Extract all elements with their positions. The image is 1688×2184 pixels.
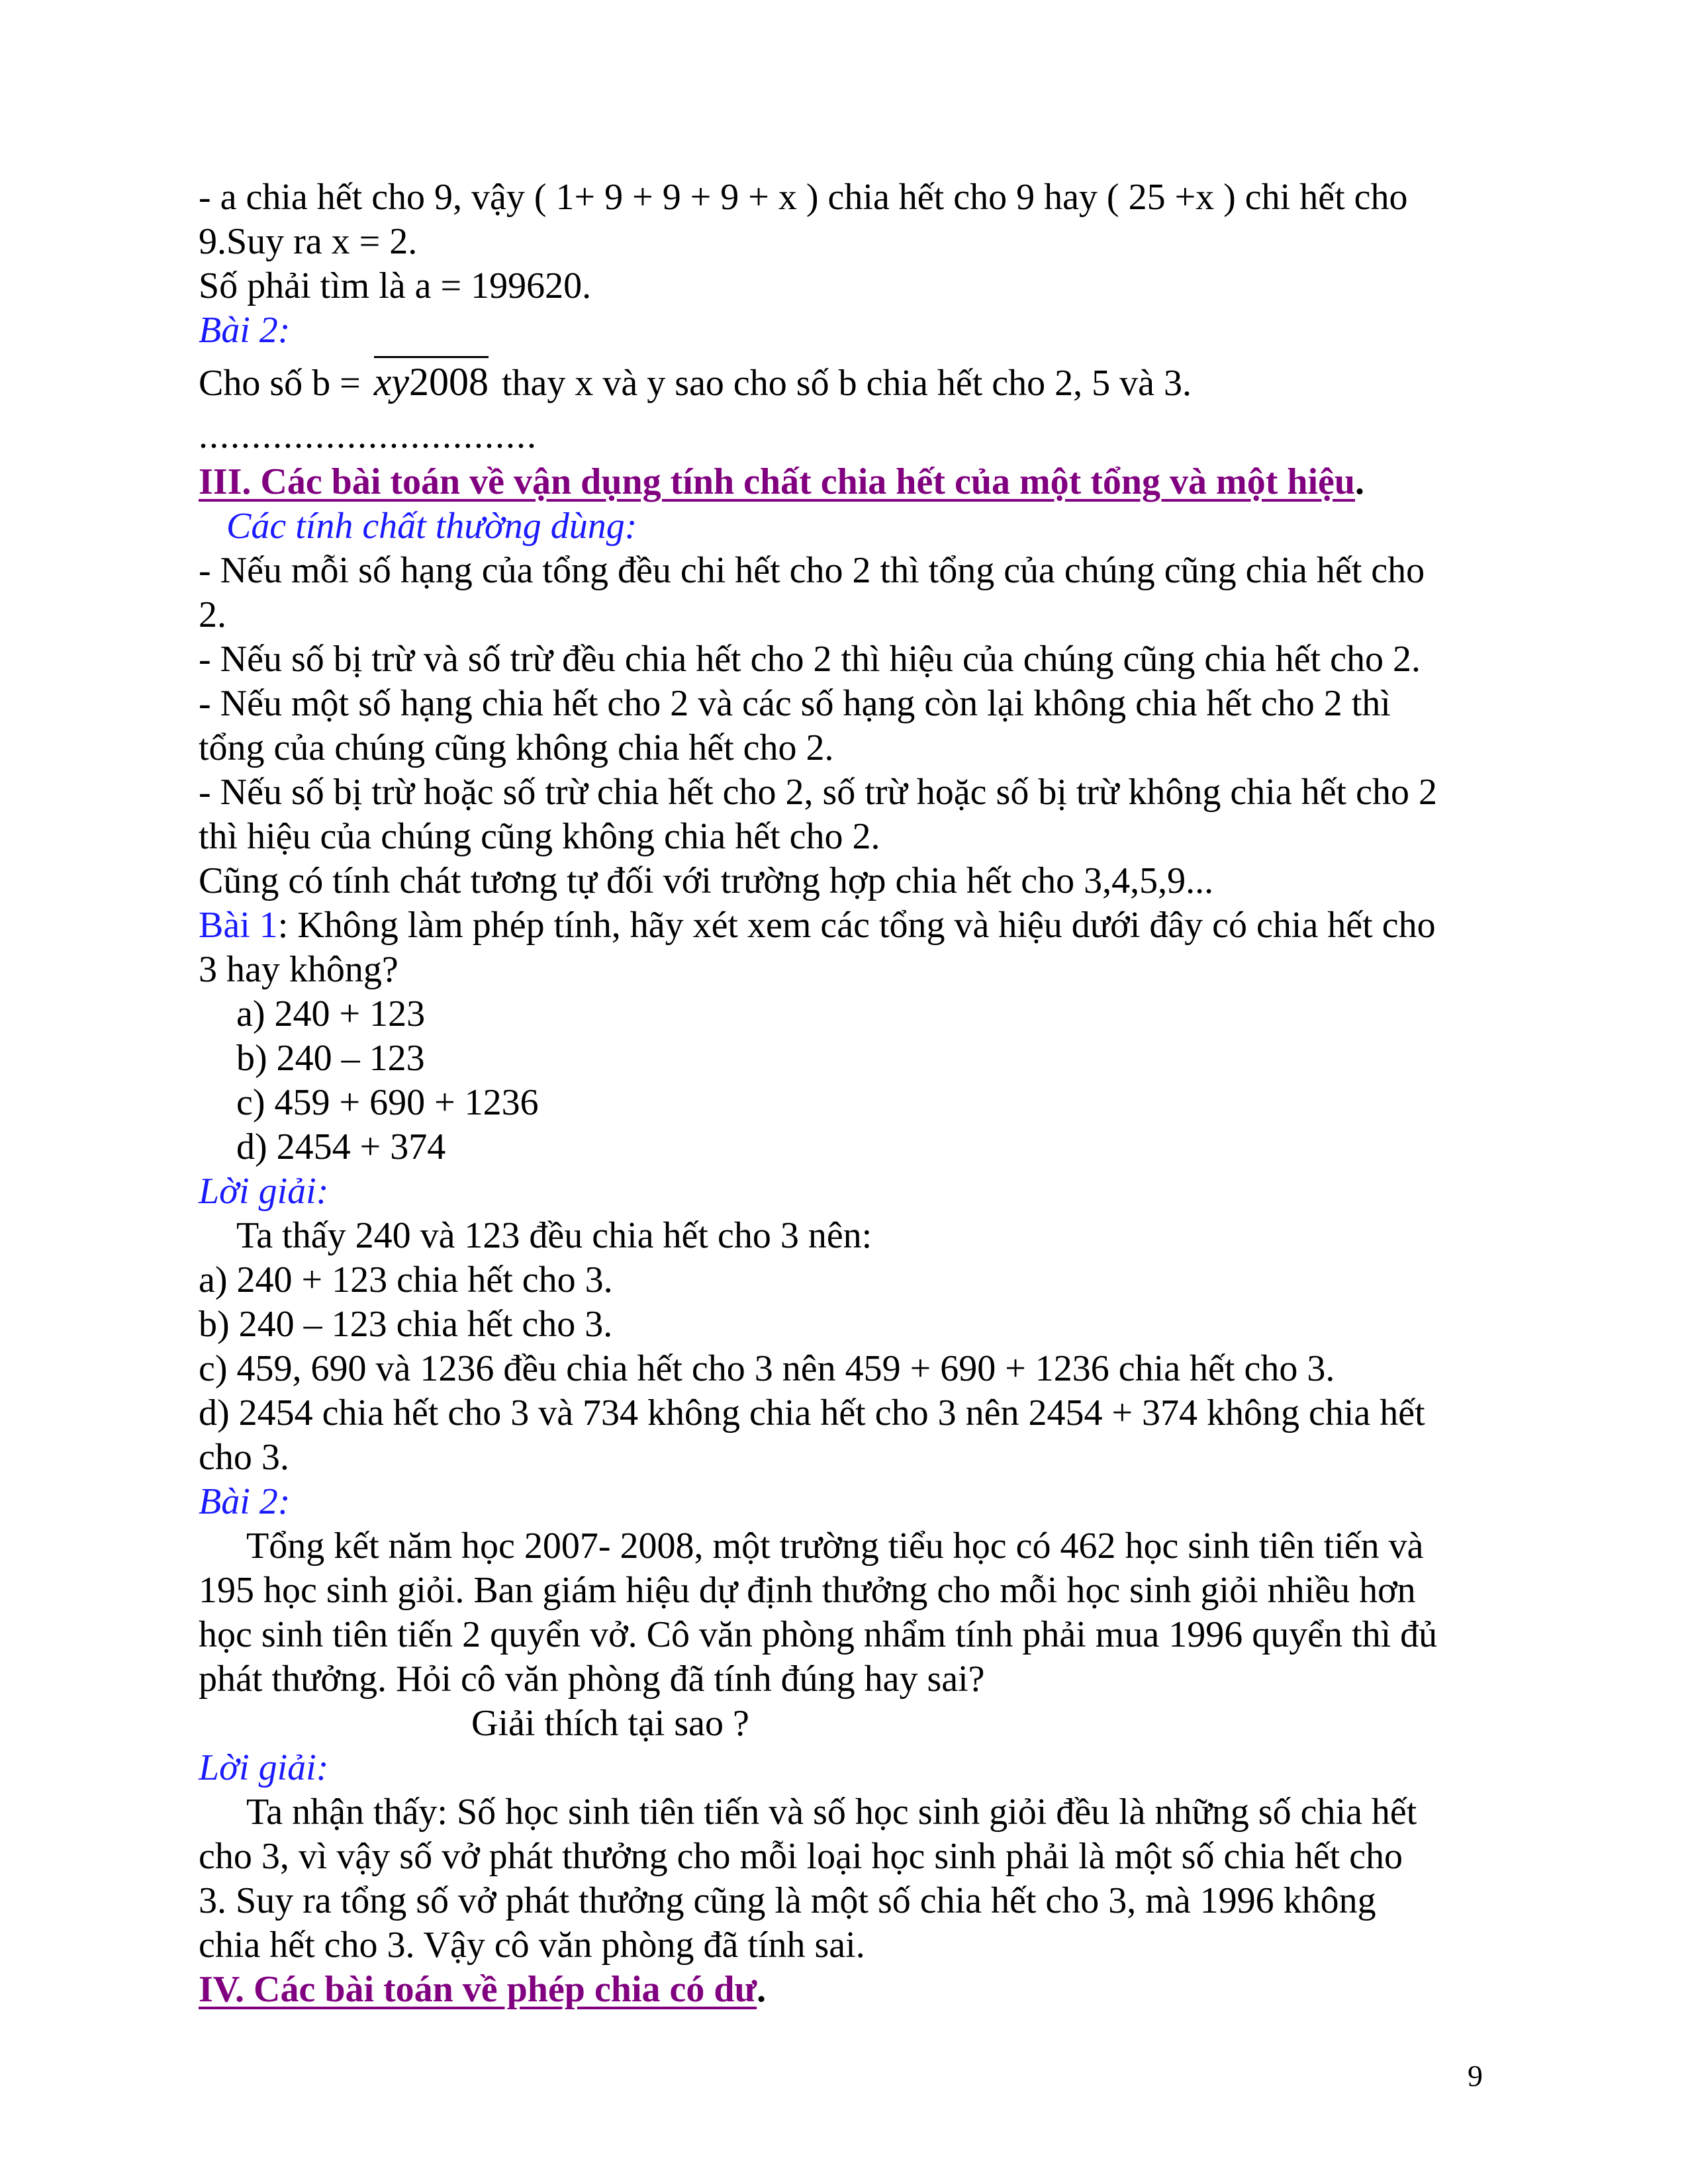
section-heading-4 xyxy=(199,1971,766,2008)
text-line: Tổng kết năm học 2007- 2008, một trường tiểu học có 462 học sinh tiên tiến và xyxy=(246,1525,1424,1567)
heading-text: IV. Các bài toán về phép chia có dư xyxy=(199,1969,757,2010)
text-line: thì hiệu của chúng cũng không chia hết cho 2. xyxy=(199,816,880,857)
text-line: cho 3. xyxy=(199,1437,289,1478)
heading-period: . xyxy=(757,1969,767,2010)
text-line: tổng của chúng cũng không chia hết cho 2. xyxy=(199,727,834,768)
text-line: Ta thấy 240 và 123 đều chia hết cho 3 nên: xyxy=(236,1215,872,1256)
text-line: 195 học sinh giỏi. Ban giám hiệu dự định thưởng cho mỗi học sinh giỏi nhiều hơn xyxy=(199,1570,1416,1611)
section-heading-3 xyxy=(199,463,1364,500)
solution-label: Lời giải: xyxy=(199,1747,329,1788)
solution-label: Lời giải: xyxy=(199,1171,329,1212)
text-line: 9.Suy ra x = 2. xyxy=(199,221,418,262)
text-line: Cũng có tính chát tương tự đối với trường hợp chia hết cho 3,4,5,9... xyxy=(199,860,1214,901)
question-item: c) 459 + 690 + 1236 xyxy=(236,1082,539,1123)
properties-title: Các tính chất thường dùng: xyxy=(226,506,637,547)
text-fragment: Cho số b = xyxy=(199,363,370,404)
text-line: 2. xyxy=(199,594,226,635)
text-line: chia hết cho 3. Vậy cô văn phòng đã tính sai. xyxy=(199,1925,865,1966)
text-line: - Nếu mỗi số hạng của tổng đều chi hết cho 2 thì tổng của chúng cũng chia hết cho xyxy=(199,550,1425,591)
text-fragment: : Không làm phép tính, hãy xét xem các tổng và hiệu dưới đây có chia hết cho xyxy=(277,905,1436,946)
text-line: a) 240 + 123 chia hết cho 3. xyxy=(199,1259,613,1300)
text-line: học sinh tiên tiến 2 quyển vở. Cô văn phòng nhẩm tính phải mua 1996 quyển thì đủ xyxy=(199,1614,1438,1655)
text-line: cho 3, vì vậy số vở phát thưởng cho mỗi loại học sinh phải là một số chia hết cho xyxy=(199,1836,1403,1877)
overlined-digits: 2008 xyxy=(409,360,489,404)
question-item: b) 240 – 123 xyxy=(236,1038,425,1079)
exercise-label: Bài 2: xyxy=(199,310,291,351)
text-line: phát thưởng. Hỏi cô văn phòng đã tính đúng hay sai? xyxy=(199,1659,985,1700)
question-item: a) 240 + 123 xyxy=(236,993,426,1034)
text-line: - a chia hết cho 9, vậy ( 1+ 9 + 9 + 9 + x ) chia hết cho 9 hay ( 25 +x ) chi hết cho xyxy=(199,177,1408,218)
text-line: - Nếu số bị trừ và số trừ đều chia hết cho 2 thì hiệu của chúng cũng chia hết cho 2. xyxy=(199,639,1421,680)
text-line: Số phải tìm là a = 199620. xyxy=(199,265,592,306)
text-line: - Nếu số bị trừ hoặc số trừ chia hết cho 2, số trừ hoặc số bị trừ không chia hết cho 2 xyxy=(199,772,1437,813)
heading-text: III. Các bài toán về vận dụng tính chất chia hết của một tổng và một hiệu xyxy=(199,461,1356,502)
text-fragment: thay x và y sao cho số b chia hết cho 2, 5 và 3. xyxy=(492,363,1192,404)
overlined-number xyxy=(374,356,489,402)
text-line: 3. Suy ra tổng số vở phát thưởng cũng là một số chia hết cho 3, mà 1996 không xyxy=(199,1880,1376,1921)
text-line: Giải thích tại sao ? xyxy=(471,1703,749,1744)
text-line: - Nếu một số hạng chia hết cho 2 và các số hạng còn lại không chia hết cho 2 thì xyxy=(199,683,1391,724)
text-line xyxy=(199,356,1192,402)
text-line: c) 459, 690 và 1236 đều chia hết cho 3 nên 459 + 690 + 1236 chia hết cho 3. xyxy=(199,1348,1335,1389)
heading-period: . xyxy=(1355,461,1365,502)
text-line xyxy=(199,907,1436,944)
text-line: 3 hay không? xyxy=(199,949,399,990)
question-item: d) 2454 + 374 xyxy=(236,1126,446,1167)
exercise-label: Bài 1 xyxy=(199,905,278,946)
text-line: Ta nhận thấy: Số học sinh tiên tiến và số học sinh giỏi đều là những số chia hết xyxy=(246,1792,1417,1833)
exercise-label: Bài 2: xyxy=(199,1481,291,1522)
text-line: b) 240 – 123 chia hết cho 3. xyxy=(199,1304,613,1345)
page-number: 9 xyxy=(1468,2059,1483,2093)
overlined-variables: xy xyxy=(373,360,409,404)
text-line: d) 2454 chia hết cho 3 và 734 không chia hết cho 3 nên 2454 + 374 không chia hết xyxy=(199,1392,1425,1433)
dotted-line: ................................ xyxy=(199,415,538,456)
